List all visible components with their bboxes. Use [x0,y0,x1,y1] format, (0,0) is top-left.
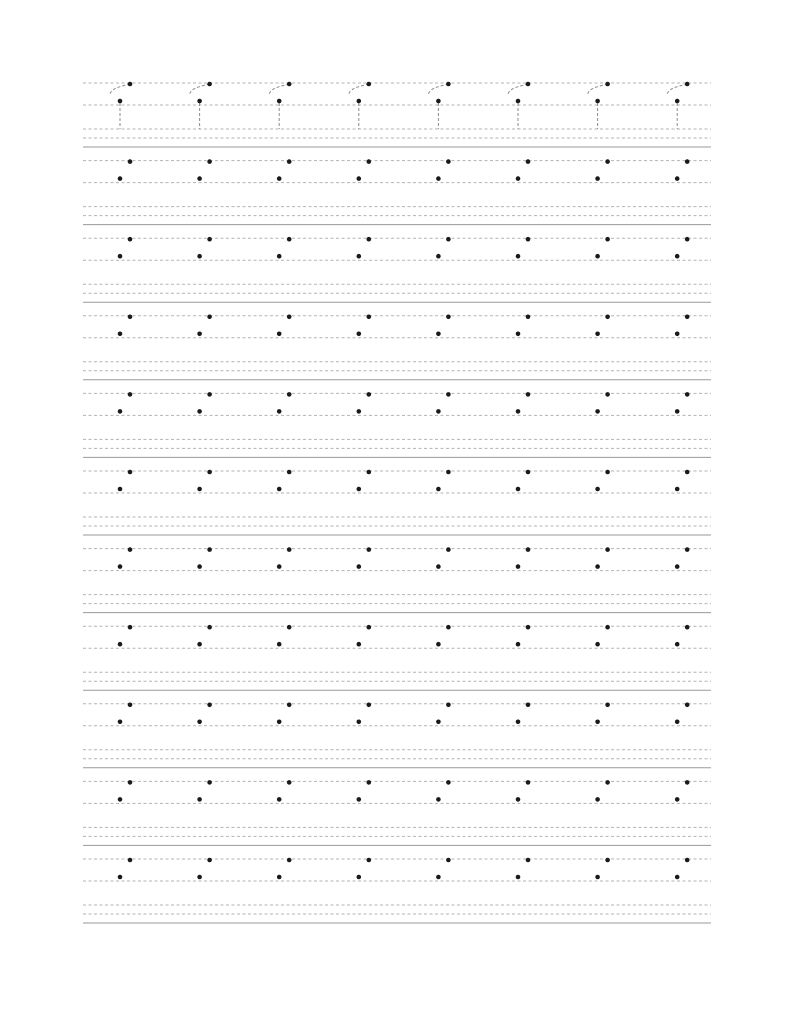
start-dot [118,875,123,880]
start-dot [277,642,282,647]
start-dot [367,703,372,708]
start-dot [367,159,372,164]
start-dot [287,392,292,397]
start-dot [516,176,521,181]
start-dot [128,703,133,708]
start-dot [287,315,292,320]
start-dot [197,875,202,880]
start-dot [675,99,680,104]
start-dot [367,547,372,552]
start-dot [118,332,123,337]
start-dot [446,159,451,164]
start-dot [277,99,282,104]
start-dot [277,564,282,569]
start-dot [605,237,610,242]
start-dot [516,99,521,104]
start-dot [357,720,362,725]
trace-hook-stroke [349,84,369,94]
start-dot [526,703,531,708]
start-dot [128,315,133,320]
start-dot [367,625,372,630]
start-dot [605,703,610,708]
start-dot [207,858,212,863]
start-dot [207,625,212,630]
trace-hook-stroke [588,84,608,94]
start-dot [277,487,282,492]
start-dot [118,797,123,802]
start-dot [605,82,610,87]
start-dot [526,315,531,320]
start-dot [675,720,680,725]
start-dot [197,99,202,104]
start-dot [197,797,202,802]
start-dot [605,858,610,863]
start-dot [128,780,133,785]
start-dot [287,159,292,164]
trace-hook-stroke [667,84,687,94]
start-dot [685,703,690,708]
start-dot [367,315,372,320]
start-dot [675,409,680,414]
start-dot [357,564,362,569]
start-dot [287,237,292,242]
start-dot [436,332,441,337]
trace-hook-stroke [269,84,289,94]
start-dot [516,254,521,259]
start-dot [436,875,441,880]
start-dot [526,82,531,87]
start-dot [367,392,372,397]
start-dot [277,176,282,181]
start-dot [207,470,212,475]
start-dot [287,470,292,475]
start-dot [436,99,441,104]
start-dot [446,547,451,552]
start-dot [207,703,212,708]
start-dot [118,176,123,181]
start-dot [675,254,680,259]
start-dot [357,875,362,880]
start-dot [197,487,202,492]
start-dot [128,237,133,242]
start-dot [436,409,441,414]
start-dot [436,797,441,802]
start-dot [516,332,521,337]
start-dot [685,780,690,785]
start-dot [118,642,123,647]
trace-hook-stroke [110,84,130,94]
start-dot [287,780,292,785]
start-dot [197,254,202,259]
start-dot [277,720,282,725]
start-dot [287,625,292,630]
start-dot [277,332,282,337]
start-dot [128,392,133,397]
start-dot [516,409,521,414]
start-dot [526,159,531,164]
start-dot [685,858,690,863]
start-dot [357,176,362,181]
start-dot [128,547,133,552]
start-dot [446,392,451,397]
start-dot [207,392,212,397]
start-dot [118,99,123,104]
start-dot [685,82,690,87]
start-dot [516,797,521,802]
start-dot [526,547,531,552]
start-dot [675,642,680,647]
start-dot [207,237,212,242]
start-dot [595,176,600,181]
start-dot [595,409,600,414]
start-dot [357,332,362,337]
start-dot [287,858,292,863]
start-dot [436,642,441,647]
start-dot [516,642,521,647]
start-dot [605,547,610,552]
start-dot [605,159,610,164]
start-dot [367,858,372,863]
start-dot [128,625,133,630]
start-dot [357,99,362,104]
start-dot [277,254,282,259]
start-dot [118,409,123,414]
start-dot [436,564,441,569]
start-dot [605,470,610,475]
start-dot [685,470,690,475]
start-dot [526,392,531,397]
start-dot [685,315,690,320]
start-dot [516,875,521,880]
start-dot [595,797,600,802]
start-dot [367,470,372,475]
start-dot [675,332,680,337]
start-dot [605,315,610,320]
start-dot [675,797,680,802]
start-dot [605,625,610,630]
start-dot [436,487,441,492]
start-dot [128,858,133,863]
start-dot [516,564,521,569]
trace-hook-stroke [508,84,528,94]
start-dot [128,82,133,87]
start-dot [685,625,690,630]
start-dot [595,332,600,337]
start-dot [357,642,362,647]
start-dot [446,703,451,708]
start-dot [357,254,362,259]
start-dot [526,858,531,863]
start-dot [207,82,212,87]
start-dot [277,797,282,802]
trace-hook-stroke [190,84,210,94]
start-dot [446,237,451,242]
start-dot [207,780,212,785]
start-dot [685,159,690,164]
start-dot [595,487,600,492]
start-dot [526,470,531,475]
start-dot [128,470,133,475]
start-dot [605,392,610,397]
start-dot [287,547,292,552]
start-dot [605,780,610,785]
trace-hook-stroke [428,84,448,94]
start-dot [446,625,451,630]
start-dot [446,470,451,475]
start-dot [675,875,680,880]
start-dot [197,409,202,414]
start-dot [287,703,292,708]
start-dot [118,564,123,569]
start-dot [595,254,600,259]
start-dot [595,720,600,725]
start-dot [446,82,451,87]
start-dot [526,625,531,630]
start-dot [367,237,372,242]
start-dot [675,176,680,181]
start-dot [207,547,212,552]
start-dot [595,642,600,647]
start-dot [595,99,600,104]
start-dot [516,720,521,725]
start-dot [526,237,531,242]
practice-marks [110,82,690,880]
start-dot [197,176,202,181]
start-dot [207,315,212,320]
start-dot [128,159,133,164]
start-dot [207,159,212,164]
start-dot [277,875,282,880]
start-dot [675,487,680,492]
start-dot [516,487,521,492]
start-dot [595,564,600,569]
start-dot [367,780,372,785]
start-dot [118,487,123,492]
start-dot [446,315,451,320]
start-dot [436,176,441,181]
start-dot [197,642,202,647]
start-dot [367,82,372,87]
start-dot [287,82,292,87]
start-dot [277,409,282,414]
start-dot [197,332,202,337]
start-dot [436,254,441,259]
start-dot [118,720,123,725]
start-dot [357,409,362,414]
start-dot [118,254,123,259]
start-dot [357,797,362,802]
start-dot [357,487,362,492]
start-dot [446,780,451,785]
start-dot [436,720,441,725]
start-dot [685,237,690,242]
start-dot [675,564,680,569]
start-dot [526,780,531,785]
start-dot [685,392,690,397]
start-dot [197,720,202,725]
guide-lines [83,83,711,923]
start-dot [595,875,600,880]
start-dot [446,858,451,863]
start-dot [197,564,202,569]
start-dot [685,547,690,552]
